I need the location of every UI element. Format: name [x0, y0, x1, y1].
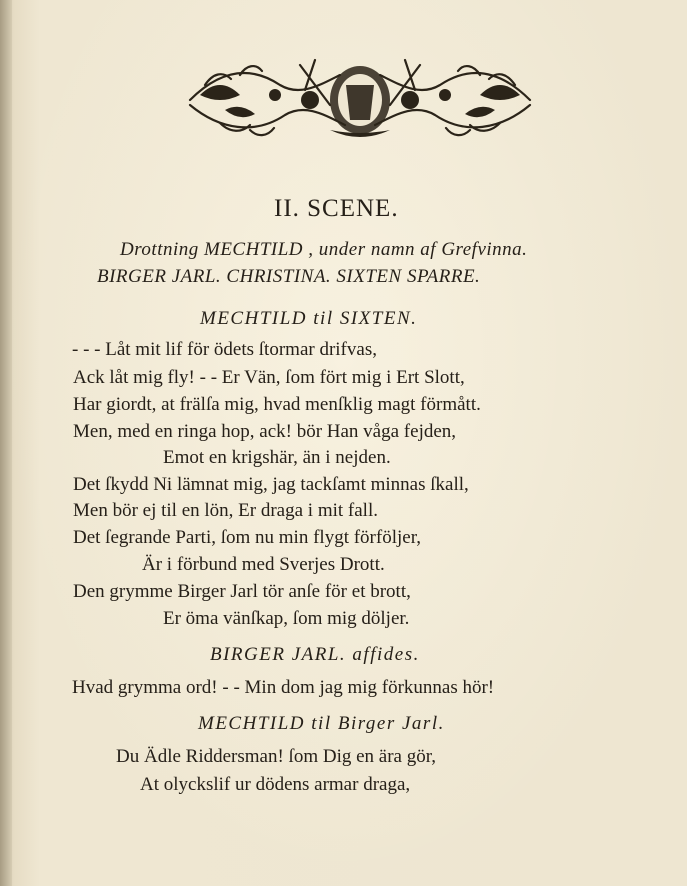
verse-line: Er öma vänſkap, ſom mig döljer. — [163, 608, 410, 629]
decorative-headpiece-ornament — [180, 45, 540, 150]
verse-line: Den grymme Birger Jarl tör anſe för et brott, — [73, 581, 411, 602]
verse-line: At olyckslif ur dödens armar draga, — [140, 774, 411, 795]
verse-line: Du Ädle Riddersman! ſom Dig en ära gör, — [116, 746, 437, 767]
verse-line: Är i förbund med Sverjes Drott. — [142, 554, 385, 575]
character-line-queen: Drottning MECHTILD , under namn af Grefvinna. — [120, 239, 528, 260]
verse-line: Det ſkydd Ni lämnat mig, jag tackſamt minnas ſkall, — [73, 474, 469, 495]
verse-line: Det ſegrande Parti, ſom nu min flygt förföljer, — [73, 527, 422, 548]
speaker-heading: MECHTILD til Birger Jarl. — [198, 713, 445, 734]
verse-line: Hvad grymma ord! - - Min dom jag mig förkunnas hör! — [72, 677, 495, 698]
verse-line: Men bör ej til en lön, Er draga i mit fall. — [73, 500, 378, 521]
verse-line: Ack låt mig fly! - - Er Vän, ſom fört mig i Ert Slott, — [73, 367, 465, 388]
verse-line: Men, med en ringa hop, ack! bör Han våga fejden, — [73, 421, 457, 442]
page-binding-edge — [0, 0, 12, 886]
verse-line: - - - Låt mit lif för ödets ſtormar drifvas, — [72, 339, 377, 360]
verse-line: Emot en krigshär, än i nejden. — [163, 447, 391, 468]
verse-line: Har giordt, at frälſa mig, hvad menſklig magt förmått. — [73, 394, 481, 415]
speaker-heading: MECHTILD til SIXTEN. — [200, 308, 418, 329]
speaker-heading: BIRGER JARL. affides. — [210, 644, 420, 665]
character-line-list: BIRGER JARL. CHRISTINA. SIXTEN SPARRE. — [97, 266, 481, 287]
scene-title: II. SCENE. — [274, 195, 399, 222]
